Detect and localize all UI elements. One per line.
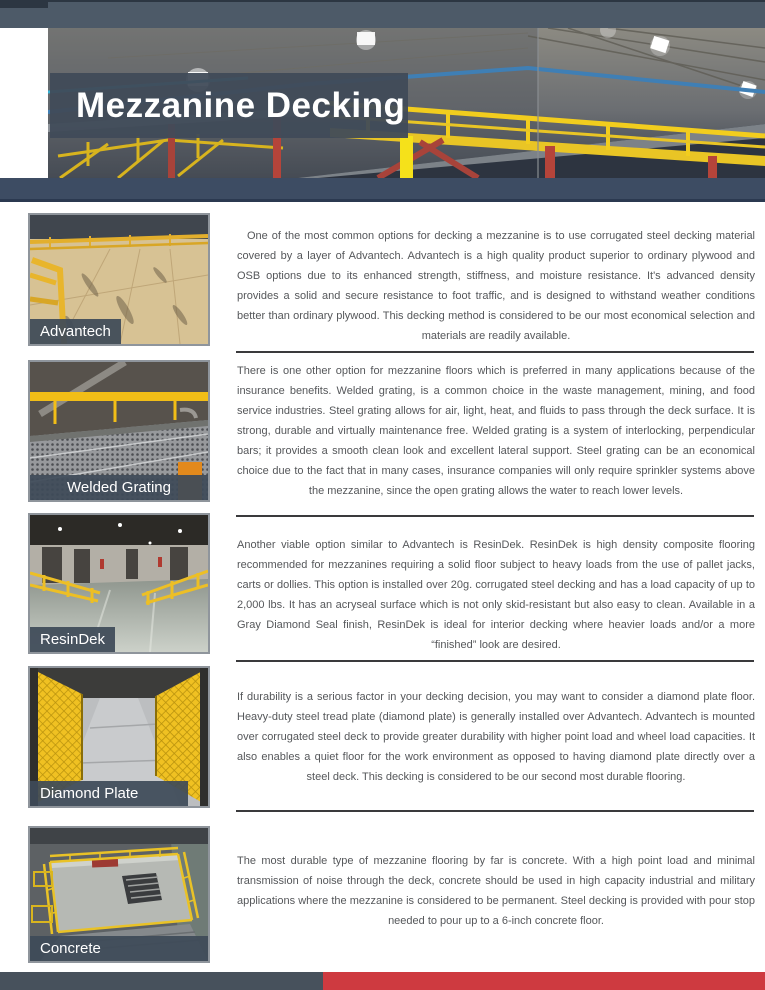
title-banner bbox=[50, 73, 408, 138]
page-title: Mezzanine Decking bbox=[76, 85, 406, 125]
steel-welded-grating-deck-photo bbox=[28, 360, 210, 502]
section-divider bbox=[236, 660, 754, 662]
photo-label-advantech: Advantech bbox=[30, 319, 121, 344]
header-corner-accent bbox=[0, 0, 48, 8]
resindek-paragraph: Another viable option similar to Advantech is ResinDek. ResinDek is high density composite flooring recommended for mezzanines requiring a solid floor subject to heavy loads from the use of pallet jacks, carts or dollies. This option is installed over 20g. corrugated steel decking and has a load capacity of up to 2,000 lbs. It has an acryseal surface which is not only skid-resistant but also easy to clean. Available in a Gray Diamond Seal finish, ResinDek is ideal for interior decking where heavier loads and/or a more “finished” look are desired. bbox=[237, 539, 755, 651]
footer-bar bbox=[0, 972, 765, 990]
section-divider bbox=[236, 351, 754, 353]
hero-header bbox=[0, 28, 765, 178]
resindek-floor-mezzanine-photo bbox=[28, 513, 210, 654]
advantech-paragraph: One of the most common options for decking a mezzanine is to use corrugated steel decking material covered by a layer of Advantech. Advantech is a high quality product superior to ordinary plywood and OSB options due to its enhanced strength, stiffness, and moisture resistance. It's advanced density provides a solid and secure resistance to foot traffic, and is designed to withstand weather conditions better than ordinary plywood. This decking method is considered to be our most economical selection and materials are readily available. bbox=[237, 230, 755, 342]
footer-bar-right-segment bbox=[323, 972, 765, 990]
header-top-bar bbox=[0, 0, 765, 28]
photo-label-concrete: Concrete bbox=[30, 936, 208, 961]
diamond-plate-walkway-photo bbox=[28, 666, 210, 808]
welded-grating-paragraph: There is one other option for mezzanine floors which is preferred in many applications because of the insurance benefits. Welded grating, is a common choice in the waste management, mining, and food service industries. Steel grating allows for air, light, heat, and fluids to pass through the deck surface. It is strong, durable and virtually maintenance free. Welded grating is a system of interlocking, perpendicular bars; it provides a smooth clean look and excellent lateral support. Steel grating can be an economical choice due to the fact that in many cases, insurance companies will only require sprinkler systems above the mezzanine, since the open grating allows the water to reach lower levels. bbox=[237, 365, 755, 497]
concrete-paragraph: The most durable type of mezzanine flooring by far is concrete. With a high point load and minimal transmission of noise through the deck, concrete should be used in high capacity industrial and military applications where the mezzanine is considered to be permanent. Steel decking is provided with pour stop needed to pour up to a 6-inch concrete floor. bbox=[237, 855, 755, 927]
section-divider bbox=[236, 515, 754, 517]
header-bottom-bar bbox=[0, 178, 765, 202]
photo-label-diamond-plate: Diamond Plate bbox=[30, 781, 188, 806]
concrete-mezzanine-platform-photo bbox=[28, 826, 210, 963]
advantech-wood-decking-photo bbox=[28, 213, 210, 346]
section-divider bbox=[236, 810, 754, 812]
footer-bar-left-segment bbox=[0, 972, 323, 990]
photo-label-resindek: ResinDek bbox=[30, 627, 115, 652]
photo-label-welded-grating: Welded Grating bbox=[30, 475, 208, 500]
diamond-plate-paragraph: If durability is a serious factor in your decking decision, you may want to consider a diamond plate floor. Heavy-duty steel tread plate (diamond plate) is generally installed over Advantech. Advantech is mounted over corrugated steel deck to provide greater durability with higher point load and wheel load capacities. It also enables a quiet floor for the work environment as opposed to having diamond plate directly over a steel deck. This decking is considered to be our second most durable flooring. bbox=[237, 691, 755, 783]
